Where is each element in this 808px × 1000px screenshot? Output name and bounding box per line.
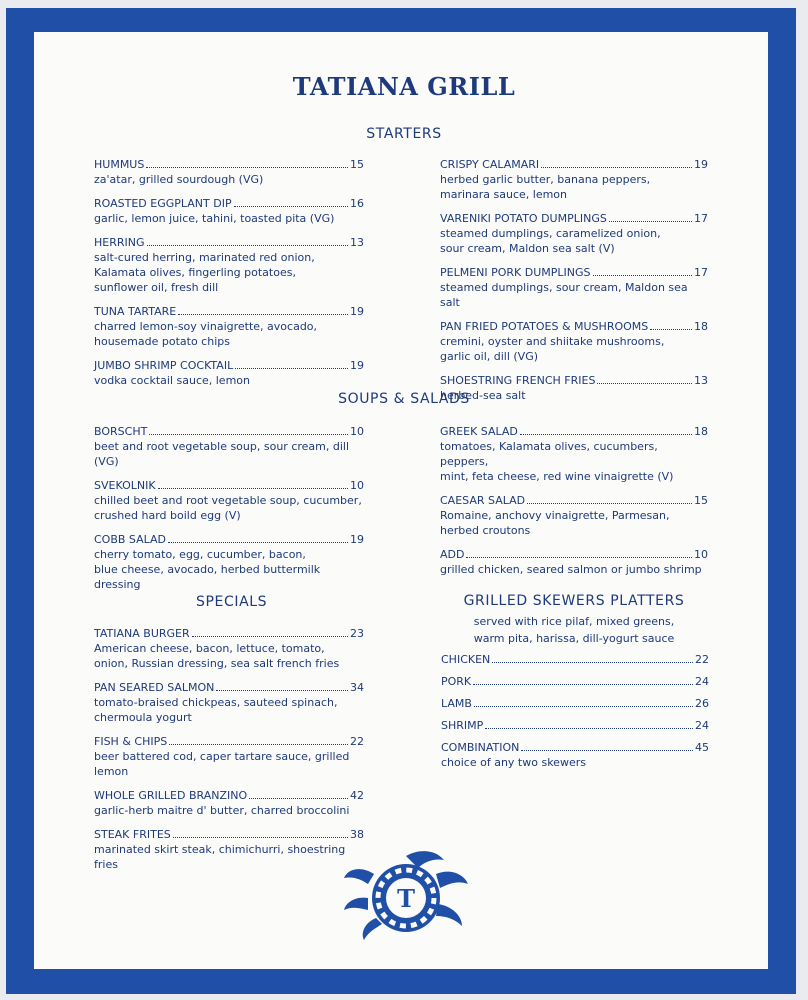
- menu-item-description: herbed garlic butter, banana peppers, marinara sauce, lemon: [440, 173, 651, 201]
- dot-leader: [235, 367, 348, 369]
- menu-item-price: 10: [694, 548, 708, 561]
- starters-right-column: [440, 157, 708, 412]
- menu-item: [94, 235, 364, 295]
- menu-item-name: SHRIMP: [441, 719, 484, 732]
- dot-leader: [147, 244, 348, 246]
- menu-item-name: JUMBO SHRIMP COCKTAIL: [94, 359, 234, 372]
- section-title-starters: STARTERS: [366, 126, 442, 142]
- menu-item-name: CRISPY CALAMARI: [440, 158, 540, 171]
- menu-item: [441, 652, 709, 667]
- menu-item: [440, 211, 708, 256]
- menu-item-price: 17: [694, 212, 708, 225]
- menu-item-price: 42: [350, 789, 364, 802]
- menu-item-name: PORK: [441, 675, 472, 688]
- menu-item-name: HUMMUS: [94, 158, 145, 171]
- menu-item-price: 19: [694, 158, 708, 171]
- dot-leader: [216, 689, 348, 691]
- menu-item: [94, 680, 364, 725]
- dot-leader: [158, 487, 348, 489]
- menu-item-name: FISH & CHIPS: [94, 735, 168, 748]
- menu-item-description: steamed dumplings, caramelized onion, sour cream, Maldon sea salt (V): [440, 227, 661, 255]
- menu-item-price: 45: [695, 741, 709, 754]
- dot-leader: [609, 220, 692, 222]
- dot-leader: [169, 743, 348, 745]
- menu-item-header: [94, 196, 364, 211]
- menu-item-description: American cheese, bacon, lettuce, tomato, onion, Russian dressing, sea salt french fries: [94, 642, 340, 670]
- menu-item: [441, 718, 709, 733]
- menu-item-name: SHOESTRING FRENCH FRIES: [440, 374, 596, 387]
- menu-item: [94, 304, 364, 349]
- dot-leader: [466, 556, 692, 558]
- menu-item: [94, 532, 364, 592]
- menu-item-price: 34: [350, 681, 364, 694]
- menu-item-description: charred lemon-soy vinaigrette, avocado, housemade potato chips: [94, 320, 318, 348]
- menu-item: [94, 788, 364, 818]
- menu-item-header: [94, 304, 364, 319]
- menu-item-header: [440, 424, 708, 439]
- menu-item-header: [441, 740, 709, 755]
- menu-item-header: [94, 478, 364, 493]
- dot-leader: [178, 313, 348, 315]
- menu-item-description: tomatoes, Kalamata olives, cucumbers, peppers, mint, feta cheese, red wine vinaigrette (V): [440, 440, 674, 483]
- menu-item-header: [94, 424, 364, 439]
- menu-item-header: [94, 235, 364, 250]
- menu-item: [440, 424, 708, 484]
- menu-item-name: COMBINATION: [441, 741, 520, 754]
- menu-item-description: garlic, lemon juice, tahini, toasted pita (VG): [94, 212, 335, 225]
- menu-item-name: SVEKOLNIK: [94, 479, 156, 492]
- menu-item: [440, 319, 708, 364]
- dot-leader: [485, 727, 693, 729]
- skewers-column: [441, 652, 709, 777]
- menu-item-header: [440, 157, 708, 172]
- menu-item-header: [94, 827, 364, 842]
- menu-item-price: 24: [695, 675, 709, 688]
- menu-item-name: ADD: [440, 548, 465, 561]
- menu-item-header: [94, 788, 364, 803]
- menu-item-header: [441, 718, 709, 733]
- menu-item-name: HERRING: [94, 236, 145, 249]
- menu-item-description: cherry tomato, egg, cucumber, bacon, blue cheese, avocado, herbed buttermilk dressing: [94, 548, 321, 591]
- menu-item-header: [440, 493, 708, 508]
- menu-item-price: 19: [350, 305, 364, 318]
- dot-leader: [249, 797, 348, 799]
- menu-item-price: 18: [694, 320, 708, 333]
- menu-item-header: [441, 652, 709, 667]
- menu-item-description: cremini, oyster and shiitake mushrooms, garlic oil, dill (VG): [440, 335, 665, 363]
- menu-item-price: 15: [350, 158, 364, 171]
- menu-item-price: 13: [350, 236, 364, 249]
- menu-item-description: vodka cocktail sauce, lemon: [94, 374, 250, 387]
- menu-item-header: [440, 547, 708, 562]
- section-title-grilled-skewers: GRILLED SKEWERS PLATTERS: [463, 593, 685, 609]
- dot-leader: [492, 661, 693, 663]
- menu-item: [94, 626, 364, 671]
- menu-item-price: 23: [350, 627, 364, 640]
- dot-leader: [168, 541, 348, 543]
- menu-item-description: marinated skirt steak, chimichurri, shoestring fries: [94, 843, 346, 871]
- menu-item: [94, 734, 364, 779]
- menu-item-price: 13: [694, 374, 708, 387]
- salads-right-column: [440, 424, 708, 586]
- menu-item-description: chilled beet and root vegetable soup, cucumber, crushed hard boild egg (V): [94, 494, 362, 522]
- menu-item: [94, 358, 364, 388]
- menu-item-header: [94, 358, 364, 373]
- skewers-subtitle: served with rice pilaf, mixed greens, warm pita, harissa, dill-yogurt sauce: [473, 615, 675, 645]
- menu-item-description: za'atar, grilled sourdough (VG): [94, 173, 264, 186]
- dot-leader: [473, 683, 693, 685]
- menu-item-header: [440, 211, 708, 226]
- logo-letter: T: [397, 884, 415, 913]
- menu-item-price: 26: [695, 697, 709, 710]
- menu-item-description: Romaine, anchovy vinaigrette, Parmesan, herbed croutons: [440, 509, 670, 537]
- menu-item-name: PAN SEARED SALMON: [94, 681, 215, 694]
- menu-item-description: salt-cured herring, marinated red onion, Kalamata olives, fingerling potatoes, sunflower oil, fresh dill: [94, 251, 315, 294]
- menu-item-name: LAMB: [441, 697, 472, 710]
- menu-item-name: COBB SALAD: [94, 533, 167, 546]
- restaurant-title: TATIANA GRILL: [292, 72, 516, 101]
- menu-item-price: 19: [350, 533, 364, 546]
- dot-leader: [520, 433, 692, 435]
- dot-leader: [173, 836, 348, 838]
- menu-item: [441, 696, 709, 711]
- specials-column: [94, 626, 364, 881]
- menu-item-name: ROASTED EGGPLANT DIP: [94, 197, 232, 210]
- menu-item-name: TUNA TARTARE: [94, 305, 177, 318]
- dot-leader: [650, 328, 692, 330]
- menu-item-price: 22: [695, 653, 709, 666]
- menu-item-header: [441, 696, 709, 711]
- dot-leader: [146, 166, 348, 168]
- dot-leader: [593, 274, 692, 276]
- menu-item: [440, 157, 708, 202]
- menu-item-price: 22: [350, 735, 364, 748]
- menu-item: [440, 547, 708, 577]
- dot-leader: [149, 433, 348, 435]
- dot-leader: [192, 635, 348, 637]
- dot-leader: [234, 205, 348, 207]
- menu-item-price: 10: [350, 425, 364, 438]
- menu-item-header: [440, 319, 708, 334]
- menu-item: [94, 424, 364, 469]
- menu-item-price: 38: [350, 828, 364, 841]
- menu-item: [94, 827, 364, 872]
- menu-item: [441, 674, 709, 689]
- soups-left-column: [94, 424, 364, 601]
- menu-item-description: steamed dumplings, sour cream, Maldon sea salt: [440, 281, 688, 309]
- menu-item-description: beet and root vegetable soup, sour cream, dill (VG): [94, 440, 350, 468]
- menu-item-name: CAESAR SALAD: [440, 494, 526, 507]
- menu-item-name: GREEK SALAD: [440, 425, 518, 438]
- menu-item-name: BORSCHT: [94, 425, 148, 438]
- menu-item-header: [94, 680, 364, 695]
- menu-item-header: [440, 373, 708, 388]
- menu-item-header: [440, 265, 708, 280]
- menu-item-header: [94, 532, 364, 547]
- dot-leader: [474, 705, 693, 707]
- menu-item-name: PAN FRIED POTATOES & MUSHROOMS: [440, 320, 649, 333]
- dot-leader: [541, 166, 692, 168]
- menu-item-description: grilled chicken, seared salmon or jumbo shrimp: [440, 563, 702, 576]
- menu-item-name: PELMENI PORK DUMPLINGS: [440, 266, 591, 279]
- menu-item-header: [94, 157, 364, 172]
- menu-item-description: beer battered cod, caper tartare sauce, grilled lemon: [94, 750, 350, 778]
- menu-item-name: TATIANA BURGER: [94, 627, 190, 640]
- menu-item-description: herbed-sea salt: [440, 389, 526, 402]
- menu-item-price: 19: [350, 359, 364, 372]
- menu-item-name: STEAK FRITES: [94, 828, 171, 841]
- menu-item-price: 18: [694, 425, 708, 438]
- dot-leader: [597, 382, 692, 384]
- menu-item-price: 17: [694, 266, 708, 279]
- menu-item-description: tomato-braised chickpeas, sauteed spinach, chermoula yogurt: [94, 696, 338, 724]
- section-title-soups-salads: SOUPS & SALADS: [338, 391, 470, 407]
- menu-item-header: [94, 626, 364, 641]
- menu-item-price: 24: [695, 719, 709, 732]
- dot-leader: [521, 749, 693, 751]
- section-title-specials: SPECIALS: [196, 594, 268, 610]
- menu-item-header: [94, 734, 364, 749]
- starters-left-column: [94, 157, 364, 397]
- menu-item: [94, 196, 364, 226]
- menu-item: [94, 478, 364, 523]
- menu-item-name: WHOLE GRILLED BRANZINO: [94, 789, 248, 802]
- menu-item: [441, 740, 709, 770]
- menu-item: [94, 157, 364, 187]
- menu-item-name: CHICKEN: [441, 653, 491, 666]
- tatiana-sun-logo: [340, 848, 470, 948]
- menu-item-price: 10: [350, 479, 364, 492]
- menu-item-price: 15: [694, 494, 708, 507]
- menu-item: [440, 265, 708, 310]
- menu-item-header: [441, 674, 709, 689]
- menu-item-price: 16: [350, 197, 364, 210]
- menu-item: [440, 493, 708, 538]
- menu-item-description: garlic-herb maitre d' butter, charred broccolini: [94, 804, 350, 817]
- dot-leader: [527, 502, 692, 504]
- menu-item-description: choice of any two skewers: [441, 756, 586, 769]
- menu-item-name: VARENIKI POTATO DUMPLINGS: [440, 212, 607, 225]
